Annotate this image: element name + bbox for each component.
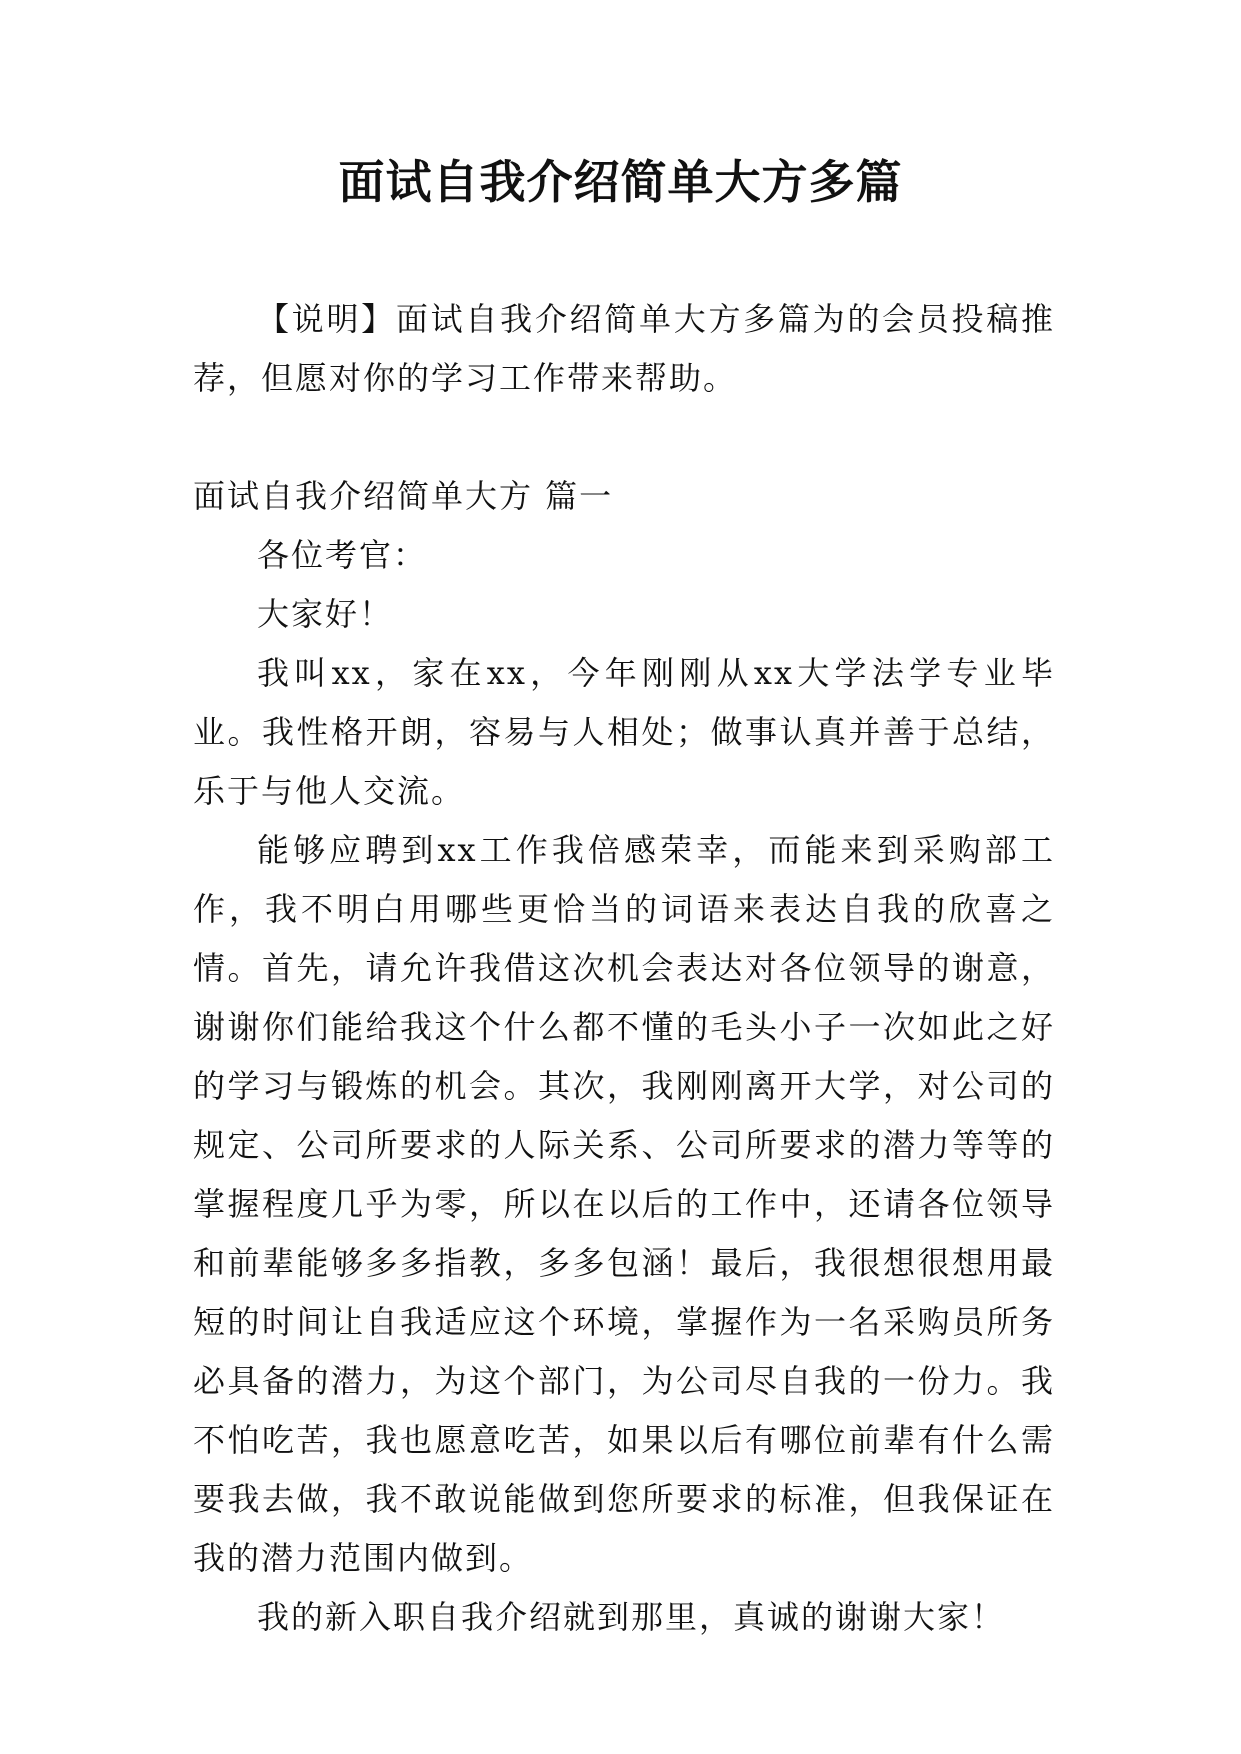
document-title: 面试自我介绍简单大方多篇 <box>338 155 903 209</box>
paragraph-greeting-examiners: 各位考官： <box>257 536 428 574</box>
document-body <box>193 290 1055 1647</box>
paragraph-closing: 我的新入职自我介绍就到那里，真诚的谢谢大家！ <box>257 1598 1006 1636</box>
intro-note: 【说明】面试自我介绍简单大方多篇为的会员投稿推荐，但愿对你的学习工作带来帮助。 <box>193 300 1055 397</box>
paragraph-main-body: 能够应聘到xx工作我倍感荣幸，而能来到采购部工作，我不明白用哪些更恰当的词语来表达自我的欣喜之情。首先，请允许我借这次机会表达对各位领导的谢意，谢谢你们能给我这个什么都不懂的毛头小子一次如此之好的学习与锻炼的机会。其次，我刚刚离开大学，对公司的规定、公司所要求的人际关系、公司所要求的潜力等等的掌握程度几乎为零，所以在以后的工作中，还请各位领导和前辈能够多多指教，多多包涵！最后，我很想很想用最短的时间让自我适应这个环境，掌握作为一名采购员所务必具备的潜力，为这个部门，为公司尽自我的一份力。我不怕吃苦，我也愿意吃苦，如果以后有哪位前辈有什么需要我去做，我不敢说能做到您所要求的标准，但我保证在我的潜力范围内做到。 <box>193 831 1055 1577</box>
paragraph-self-intro: 我叫xx，家在xx，今年刚刚从xx大学法学专业毕业。我性格开朗，容易与人相处；做事认真并善于总结，乐于与他人交流。 <box>193 654 1055 810</box>
section-heading: 面试自我介绍简单大方 篇一 <box>193 477 614 515</box>
paragraph-greeting-all: 大家好！ <box>257 595 394 633</box>
